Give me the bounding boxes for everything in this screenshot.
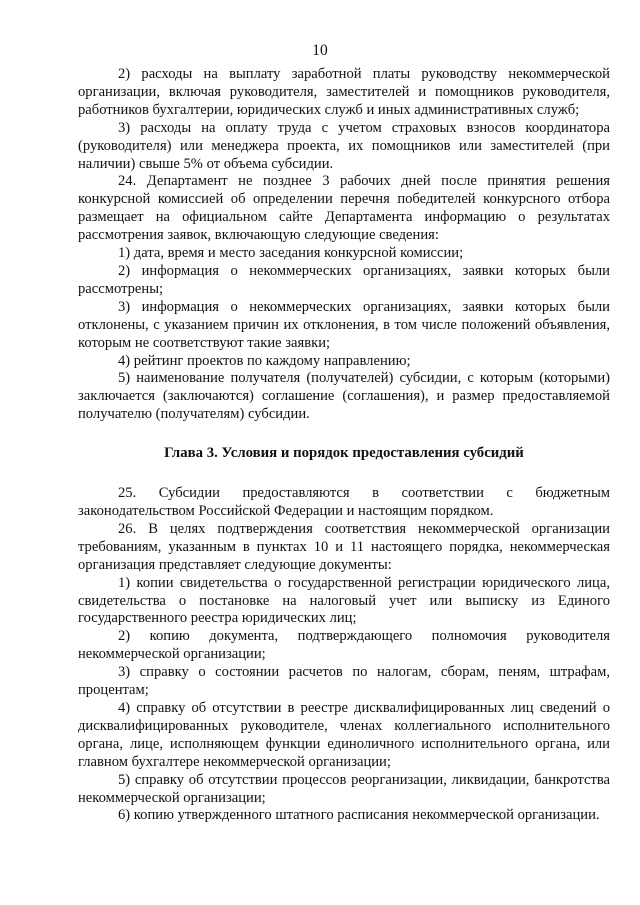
list-item-meeting-date: 1) дата, время и место заседания конкурсной комиссии; bbox=[118, 245, 464, 262]
list-item-rejected-applications: 3) информация о некоммерческих организациях, заявки которых были отклонены, с указанием причин их отклонения, в том числе положений объявления, которым не соответствуют такие заявки; bbox=[78, 298, 610, 351]
list-item-disqualification-certificate: 4) справку об отсутствии в реестре дисквалифицированных лиц сведений о дисквалифицированных руководителе, членах коллегиального исполнительного органа, лице, исполняющем функции единоличного исполнительного органа, или главном бухгалтере некоммерческой организации; bbox=[78, 700, 610, 770]
page-number: 10 bbox=[312, 42, 328, 59]
document-body bbox=[78, 66, 610, 825]
chapter-heading: Глава 3. Условия и порядок предоставления субсидий bbox=[164, 445, 524, 462]
list-item-authority-document: 2) копию документа, подтверждающего полномочия руководителя некоммерческой организации; bbox=[78, 628, 610, 663]
list-item-tax-certificate: 3) справку о состоянии расчетов по налогам, сборам, пеням, штрафам, процентам; bbox=[78, 664, 610, 699]
paragraph-26-documents: 26. В целях подтверждения соответствия некоммерческой организации требованиям, указанным в пунктах 10 и 11 настоящего порядка, некоммерческая организация представляет следующие документы: bbox=[78, 520, 610, 573]
list-item-reorganization-certificate: 5) справку об отсутствии процессов реорганизации, ликвидации, банкротства некоммерческой организации; bbox=[78, 771, 610, 806]
paragraph-expenses-coordinator-pay: 3) расходы на оплату труда с учетом страховых взносов координатора (руководителя) или менеджера проекта, их помощников или заместителей (при наличии) свыше 5% от объема субсидии. bbox=[78, 119, 610, 172]
list-item-staff-schedule: 6) копию утвержденного штатного расписания некоммерческой организации. bbox=[118, 807, 600, 824]
list-item-reviewed-applications: 2) информация о некоммерческих организациях, заявки которых были рассмотрены; bbox=[78, 262, 610, 297]
paragraph-24-results-publication: 24. Департамент не позднее 3 рабочих дней после принятия решения конкурсной комиссией об определении перечня победителей конкурсного отбора размещает на официальном сайте Департамента информацию о результатах рассмотрения заявок, включающую следующие сведения: bbox=[78, 173, 610, 244]
list-item-registration-copies: 1) копии свидетельства о государственной регистрации юридического лица, свидетельства о постановке на налоговый учет или выписку из Единого государственного реестра юридических лиц; bbox=[78, 574, 610, 627]
paragraph-25-subsidies: 25. Субсидии предоставляются в соответствии с бюджетным законодательством Российской Федерации и настоящим порядком. bbox=[78, 485, 610, 520]
list-item-recipient-name: 5) наименование получателя (получателей) субсидии, с которым (которыми) заключается (заключаются) соглашение (соглашения), и размер предоставляемой получателю (получателям) субсидии. bbox=[78, 370, 610, 423]
list-item-project-rating: 4) рейтинг проектов по каждому направлению; bbox=[118, 352, 411, 369]
paragraph-expenses-management-salary: 2) расходы на выплату заработной платы руководству некоммерческой организации, включая руководителя, заместителей и помощников руководителя, работников бухгалтерии, юридических служб и иных административных служб; bbox=[78, 66, 610, 118]
